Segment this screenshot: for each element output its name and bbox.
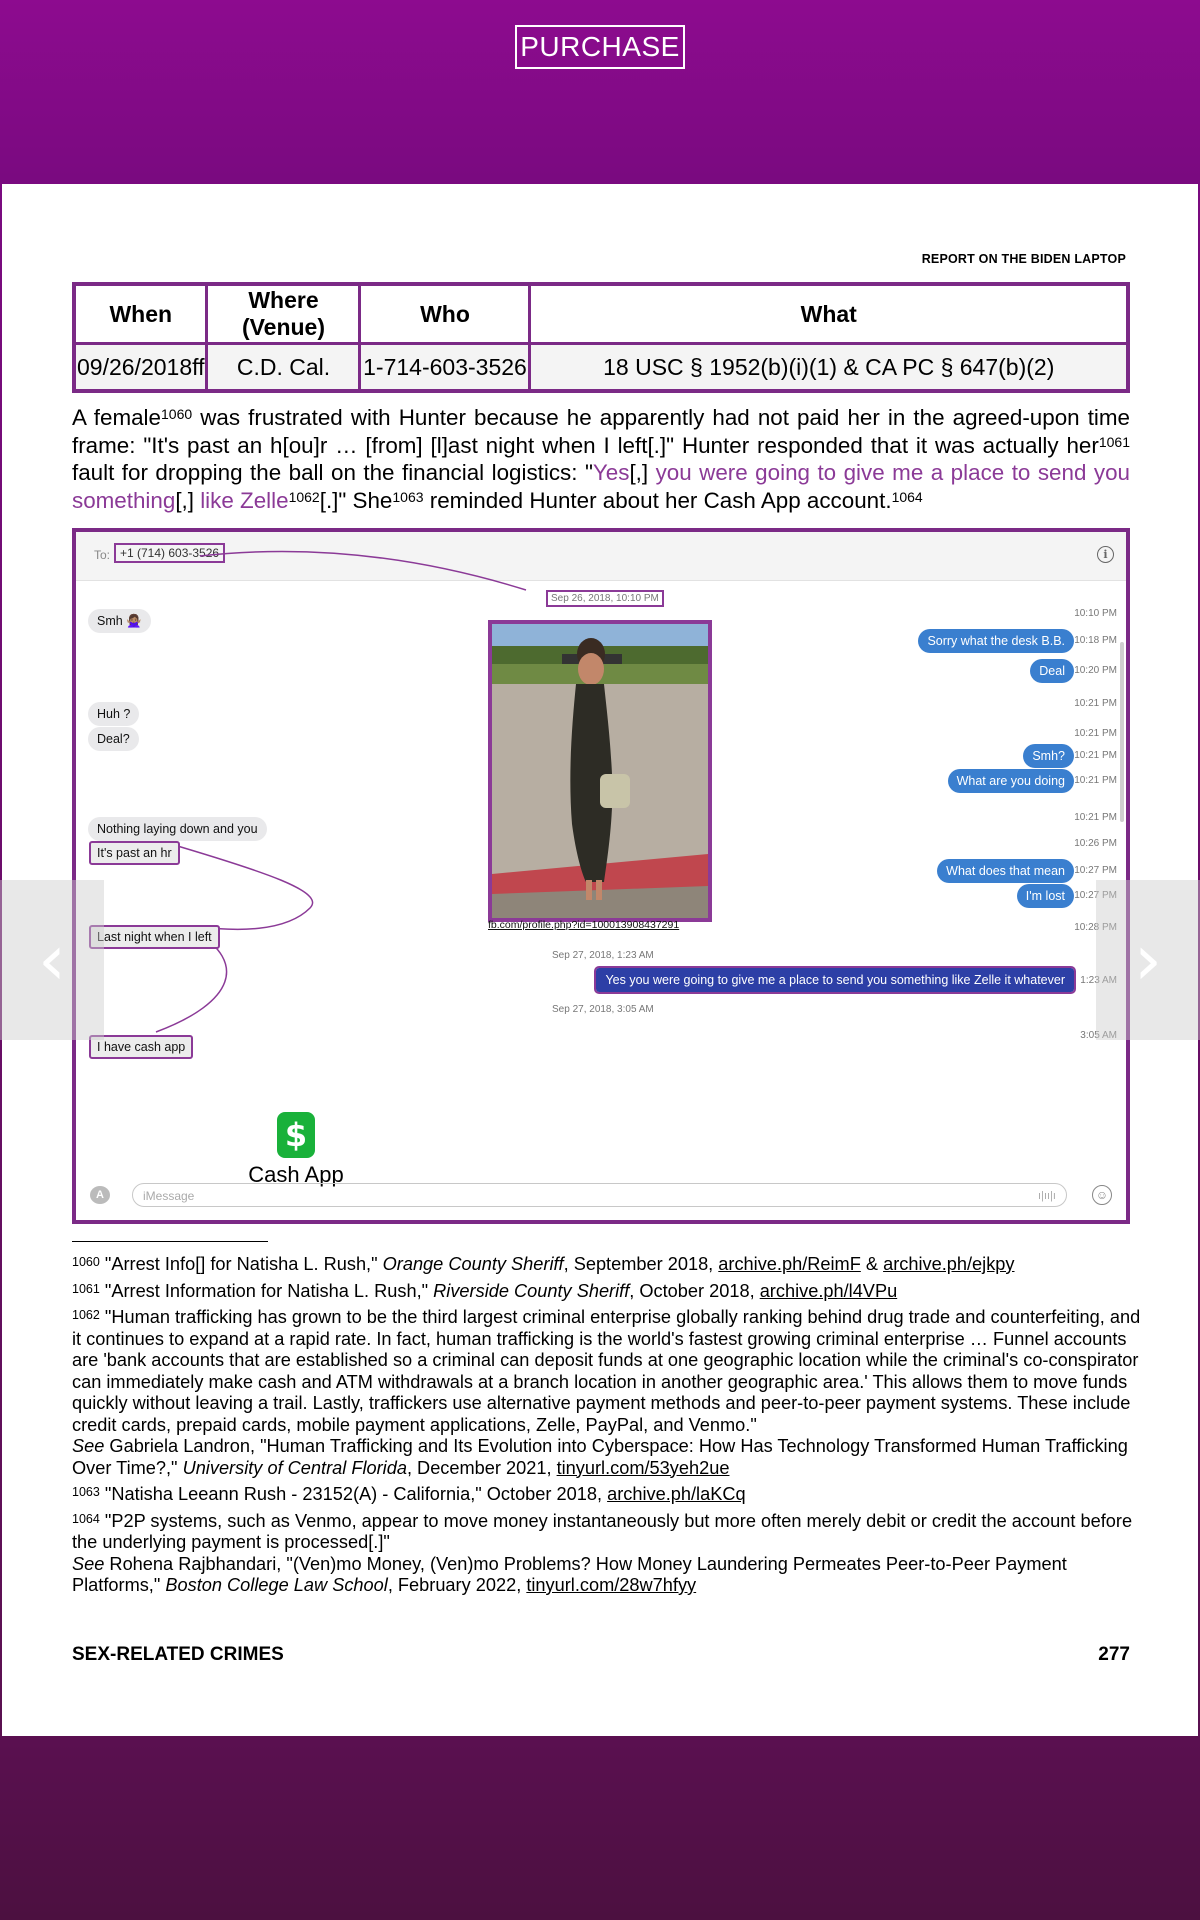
table-header: What	[530, 284, 1128, 344]
body-paragraph: A female$^{1060}$ was frustrated with Hunter because he apparently had not paid her in the agreed-upon time frame: "It's past an h[ou]r … [from] [l]ast night when I left[.]" Hunter responded that it was actually her$^{1061}$ fault for dropping the ball on the financial logistics: "Yes[,] you were going to give me a place to send you something[,] like Zelle$^{1062}$[.]" She$^{1063}$ reminded Hunter about her Cash App account.$^{1064}$	[72, 405, 1131, 513]
message-bubble-received: I have cash app	[91, 1037, 191, 1057]
footnotes	[72, 1254, 1142, 1602]
message-bubble-received: Smh 🙅🏽‍♀️	[88, 609, 151, 633]
message-bubble-sent: Sorry what the desk B.B.	[918, 629, 1074, 653]
timestamp: 10:10 PM	[1074, 608, 1117, 619]
cash-app-icon: $	[277, 1112, 315, 1158]
timestamp: 10:26 PM	[1074, 838, 1117, 849]
message-bubble-sent: Smh?	[1023, 744, 1074, 768]
footnote-ref[interactable]: 1063	[392, 488, 424, 505]
footnote-ref[interactable]: 1061	[1098, 433, 1130, 450]
message-bubble-received: Last night when I left	[91, 927, 218, 947]
timestamp: 10:27 PM	[1074, 865, 1117, 876]
running-head: REPORT ON THE BIDEN LAPTOP	[921, 252, 1126, 266]
info-icon: i	[1097, 546, 1114, 563]
cash-app-logo	[246, 1112, 346, 1188]
recipient-phone: +1 (714) 603-3526	[114, 543, 225, 563]
footnote: $^{1064}$ "P2P systems, such as Venmo, appear to move money instantaneously but more often merely debit or credit the account before the underlying payment is processed[.]" See Rohena Rajbhandari, "(Ven)mo Money, (Ven)mo Problems? How Money Laundering Permeates Peer-to-Peer Payment Platforms," Boston College Law School, February 2022, tinyurl.com/28w7hfyy	[72, 1510, 1133, 1595]
emoji-icon[interactable]: ☺	[1092, 1185, 1112, 1205]
imessage-input[interactable]: iMessage	[132, 1183, 1067, 1207]
message-bubble-received: Huh ?	[88, 702, 139, 726]
footnote-link[interactable]: archive.ph/laKCq	[607, 1484, 746, 1504]
cash-app-label: Cash App	[248, 1162, 344, 1187]
timestamp: 3:05 AM	[1080, 1030, 1117, 1041]
timestamp: 10:20 PM	[1074, 665, 1117, 676]
table-header: Who	[360, 284, 530, 344]
date-label: Sep 27, 2018, 1:23 AM	[552, 950, 654, 961]
table-header: When	[74, 284, 207, 344]
table-cell: 1-714-603-3526	[360, 344, 530, 392]
next-page-button[interactable]	[1096, 880, 1200, 1040]
footnote-link[interactable]: archive.ph/ReimF	[718, 1254, 861, 1274]
app-store-icon[interactable]: A	[90, 1186, 110, 1204]
message-bubble-received: Nothing laying down and you	[88, 817, 267, 841]
footnote-link[interactable]: archive.ph/l4VPu	[759, 1280, 898, 1301]
timestamp: 10:21 PM	[1074, 698, 1117, 709]
imessage-screenshot	[72, 528, 1130, 1224]
footnote: $^{1061}$ "Arrest Information for Natisha L. Rush," Riverside County Sheriff, October 2018, archive.ph/l4VPu	[72, 1280, 898, 1301]
photo-image	[492, 624, 708, 918]
message-header	[76, 532, 1126, 581]
date-label: Sep 26, 2018, 10:10 PM	[546, 590, 664, 607]
previous-page-button[interactable]	[0, 880, 104, 1040]
timestamp: 10:21 PM	[1074, 812, 1117, 823]
timestamp: 10:28 PM	[1074, 922, 1117, 933]
audio-waveform-icon[interactable]: ı|ıı|ı	[1038, 1190, 1056, 1202]
message-bubble-sent: I'm lost	[1017, 884, 1074, 908]
page-number: 277	[1098, 1644, 1130, 1665]
message-bubble-sent: What does that mean	[937, 859, 1074, 883]
message-bubble-received: Deal?	[88, 727, 139, 751]
table-cell: C.D. Cal.	[207, 344, 360, 392]
footnote-link[interactable]: tinyurl.com/53yeh2ue	[556, 1457, 730, 1478]
timestamp: 10:21 PM	[1074, 728, 1117, 739]
chevron-right-icon: ›	[1134, 919, 1162, 1001]
timestamp: 10:21 PM	[1074, 750, 1117, 761]
footnote-ref[interactable]: 1060	[161, 406, 193, 422]
chevron-left-icon: ‹	[38, 919, 66, 1001]
footnote-ref[interactable]: 1064	[891, 488, 923, 505]
table-cell: 09/26/2018ff	[74, 344, 207, 392]
to-label: To:	[94, 548, 111, 562]
scrollbar[interactable]	[1120, 642, 1124, 822]
table-row	[74, 344, 1128, 392]
timestamp: 10:18 PM	[1074, 635, 1117, 646]
timestamp: 10:27 PM	[1074, 890, 1117, 901]
date-label: Sep 27, 2018, 3:05 AM	[552, 1004, 654, 1015]
footnote: $^{1060}$ "Arrest Info[] for Natisha L. Rush," Orange County Sheriff, September 2018, archive.ph/ReimF & archive.ph/ejkpy	[72, 1254, 1015, 1274]
footnote-link[interactable]: tinyurl.com/28w7hfyy	[526, 1575, 697, 1595]
offense-table	[72, 282, 1130, 393]
purchase-button[interactable]: PURCHASE	[515, 25, 685, 69]
message-bubble-sent: Deal	[1030, 659, 1074, 683]
section-title: SEX-RELATED CRIMES	[72, 1644, 284, 1665]
message-bubble-sent: Yes you were going to give me a place to send you something like Zelle it whatever	[596, 968, 1074, 992]
timestamp: 1:23 AM	[1080, 975, 1117, 986]
footnote-link[interactable]: archive.ph/ejkpy	[883, 1254, 1015, 1274]
message-bubble-sent: What are you doing	[948, 769, 1074, 793]
timestamp: 10:21 PM	[1074, 775, 1117, 786]
table-cell: 18 USC § 1952(b)(i)(1) & CA PC § 647(b)(2)	[530, 344, 1128, 392]
facebook-profile-link[interactable]: fb.com/profile.php?id=100013908437291	[488, 919, 680, 931]
footnote-ref[interactable]: 1062	[288, 488, 320, 505]
footnote: $^{1063}$ "Natisha Leeann Rush - 23152(A) - California," October 2018, archive.ph/laKCq	[72, 1484, 746, 1504]
footnote-divider	[72, 1241, 268, 1242]
document-page	[2, 184, 1198, 1736]
message-bubble-received: It's past an hr	[91, 843, 178, 863]
table-header-row	[74, 284, 1128, 344]
profile-photo	[488, 620, 712, 922]
table-header: Where (Venue)	[207, 284, 360, 344]
footnote: $^{1062}$ "Human trafficking has grown to be the third largest criminal enterprise globally ranking behind drug trade and counterfeiting, and it continues to expand at a rapid rate. In fact, human trafficking is the world's fastest growing criminal enterprise … Funnel accounts are 'bank accounts that are established so a criminal can deposit funds at one geographic location while the criminal's co-conspirator can immediately make cash and ATM withdrawals at a branch location in another geographic area.' This allows them to move funds quickly without leaving a trail. Lastly, traffickers use alternative payment methods and peer-to-peer payment systems. These include credit cards, prepaid cards, mobile payment applications, Zelle, PayPal, and Venmo." See Gabriela Landron, "Human Trafficking and Its Evolution into Cyberspace: How Has Technology Transformed Human Trafficking Over Time?," University of Central Florida, December 2021, tinyurl.com/53yeh2ue	[72, 1307, 1141, 1478]
